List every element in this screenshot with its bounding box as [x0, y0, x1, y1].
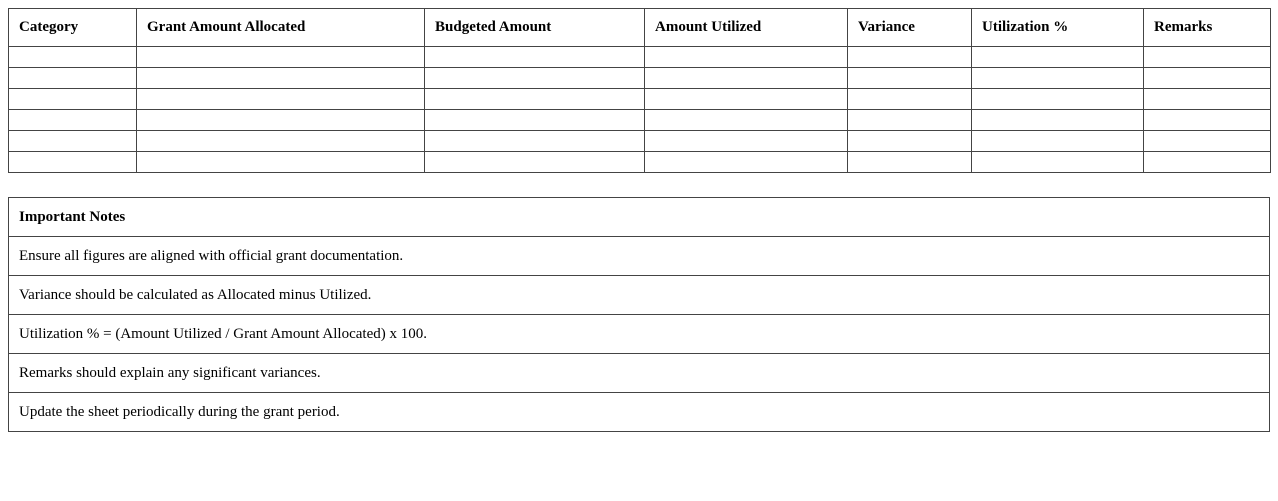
important-notes-table — [8, 197, 1270, 432]
table-cell[interactable] — [848, 47, 972, 68]
table-header-row — [9, 9, 1271, 47]
table-cell[interactable] — [137, 47, 425, 68]
table-cell[interactable] — [9, 152, 137, 173]
table-cell[interactable] — [137, 131, 425, 152]
notes-heading-row — [9, 198, 1270, 237]
table-cell[interactable] — [645, 68, 848, 89]
table-cell[interactable] — [9, 68, 137, 89]
column-header-category: Category — [9, 9, 137, 47]
table-cell[interactable] — [1144, 47, 1271, 68]
table-cell[interactable] — [848, 152, 972, 173]
table-cell[interactable] — [972, 47, 1144, 68]
notes-title: Important Notes — [9, 198, 1270, 237]
table-cell[interactable] — [137, 110, 425, 131]
table-cell[interactable] — [1144, 89, 1271, 110]
table-cell[interactable] — [9, 110, 137, 131]
table-cell[interactable] — [1144, 131, 1271, 152]
table-cell[interactable] — [848, 89, 972, 110]
table-cell[interactable] — [137, 152, 425, 173]
table-cell[interactable] — [972, 152, 1144, 173]
table-cell[interactable] — [425, 68, 645, 89]
column-header-remarks: Remarks — [1144, 9, 1271, 47]
table-cell[interactable] — [425, 47, 645, 68]
note-row — [9, 237, 1270, 276]
table-row — [9, 89, 1271, 110]
table-cell[interactable] — [425, 131, 645, 152]
note-row — [9, 276, 1270, 315]
note-item: Variance should be calculated as Allocated minus Utilized. — [9, 276, 1270, 315]
table-row — [9, 68, 1271, 89]
column-header-variance: Variance — [848, 9, 972, 47]
table-cell[interactable] — [425, 152, 645, 173]
table-cell[interactable] — [848, 131, 972, 152]
note-item: Ensure all figures are aligned with official grant documentation. — [9, 237, 1270, 276]
column-header-grant-amount-allocated: Grant Amount Allocated — [137, 9, 425, 47]
table-cell[interactable] — [645, 152, 848, 173]
note-row — [9, 315, 1270, 354]
note-item: Utilization % = (Amount Utilized / Grant Amount Allocated) x 100. — [9, 315, 1270, 354]
note-row — [9, 393, 1270, 432]
budget-table — [8, 8, 1271, 173]
table-cell[interactable] — [645, 47, 848, 68]
table-row — [9, 110, 1271, 131]
table-cell[interactable] — [972, 131, 1144, 152]
note-item: Update the sheet periodically during the grant period. — [9, 393, 1270, 432]
table-cell[interactable] — [972, 89, 1144, 110]
table-cell[interactable] — [848, 110, 972, 131]
column-header-amount-utilized: Amount Utilized — [645, 9, 848, 47]
table-row — [9, 152, 1271, 173]
table-cell[interactable] — [1144, 110, 1271, 131]
table-cell[interactable] — [645, 131, 848, 152]
table-cell[interactable] — [425, 110, 645, 131]
table-cell[interactable] — [645, 110, 848, 131]
table-cell[interactable] — [848, 68, 972, 89]
note-row — [9, 354, 1270, 393]
table-row — [9, 131, 1271, 152]
column-header-utilization-percent: Utilization % — [972, 9, 1144, 47]
table-cell[interactable] — [9, 131, 137, 152]
table-cell[interactable] — [972, 110, 1144, 131]
table-cell[interactable] — [1144, 152, 1271, 173]
table-cell[interactable] — [137, 68, 425, 89]
table-row — [9, 47, 1271, 68]
table-cell[interactable] — [9, 47, 137, 68]
table-cell[interactable] — [137, 89, 425, 110]
table-cell[interactable] — [9, 89, 137, 110]
table-cell[interactable] — [645, 89, 848, 110]
table-cell[interactable] — [972, 68, 1144, 89]
column-header-budgeted-amount: Budgeted Amount — [425, 9, 645, 47]
note-item: Remarks should explain any significant variances. — [9, 354, 1270, 393]
table-cell[interactable] — [425, 89, 645, 110]
table-cell[interactable] — [1144, 68, 1271, 89]
